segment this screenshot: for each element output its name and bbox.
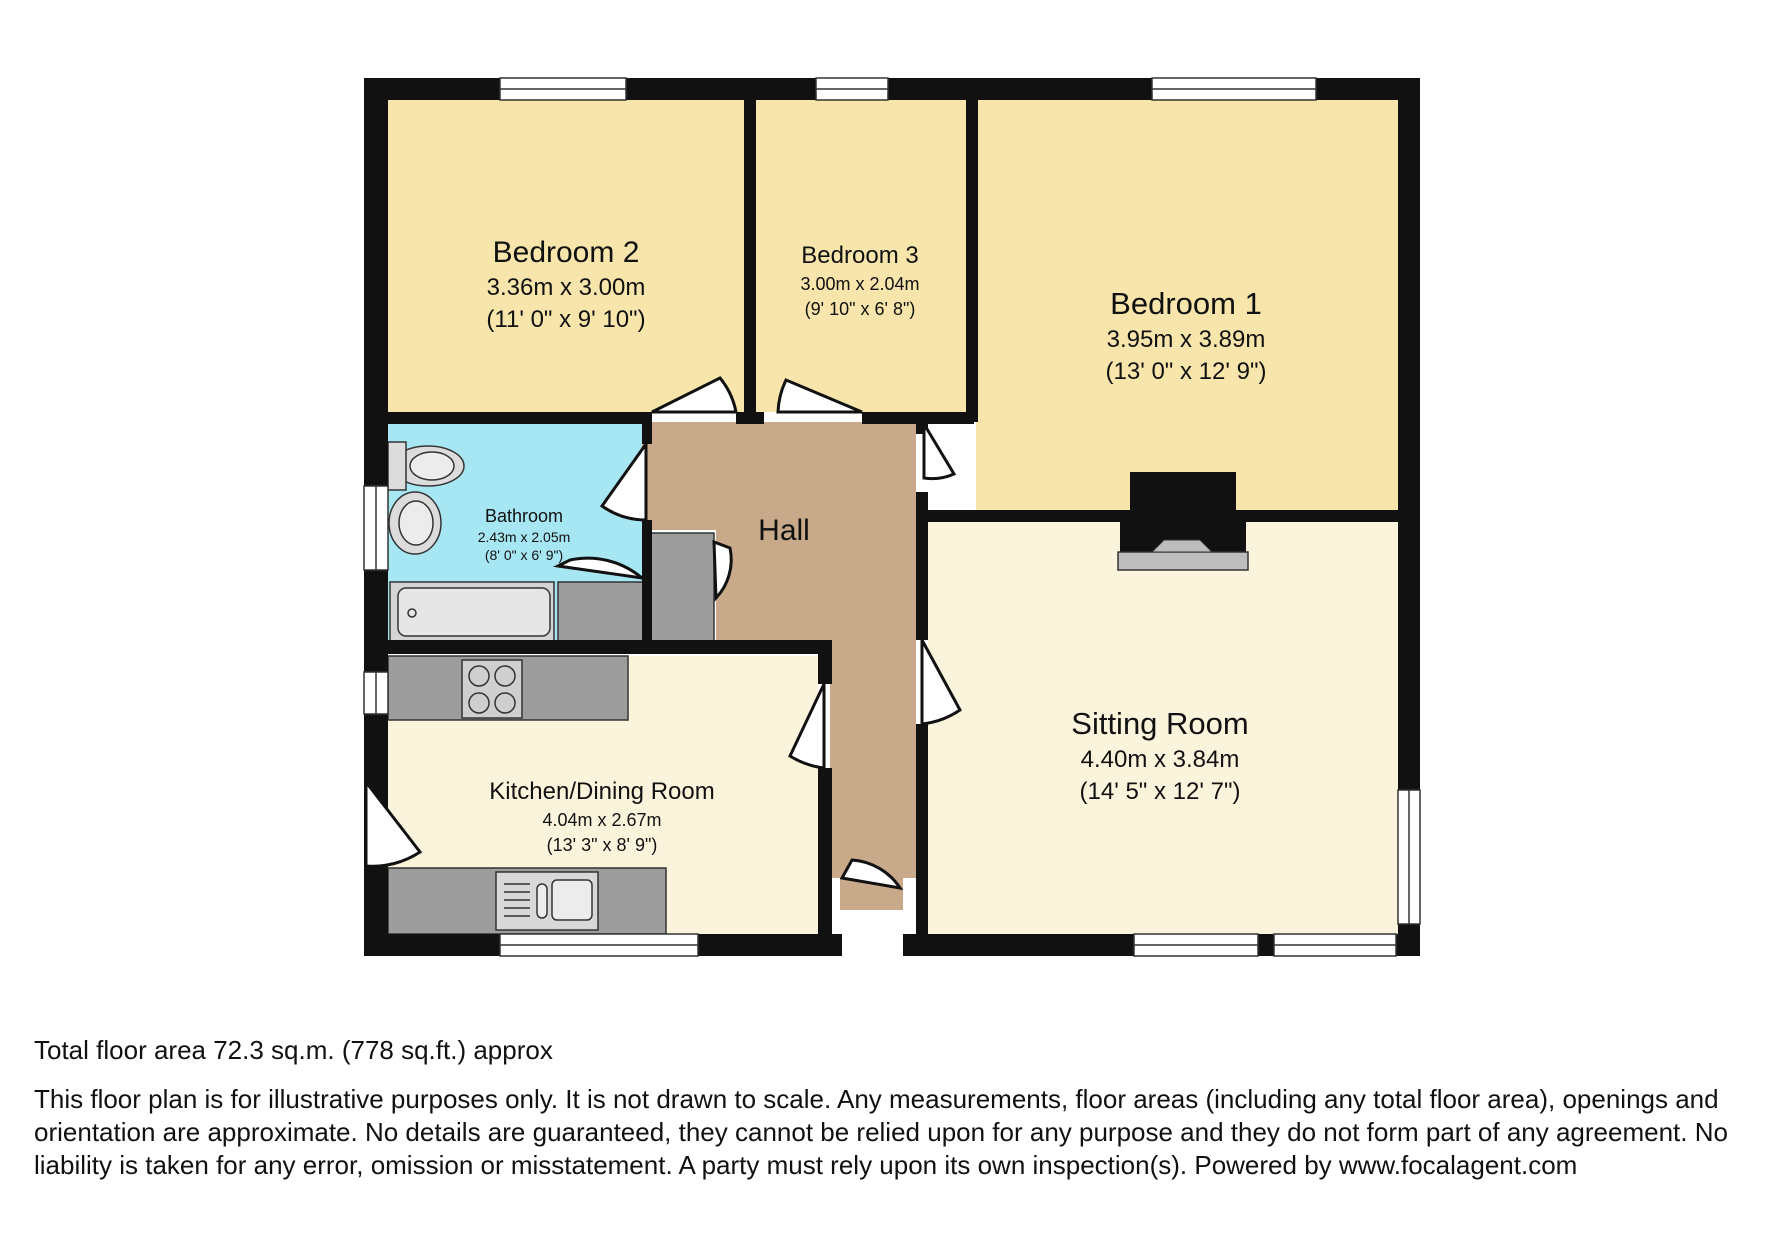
hall-name: Hall — [758, 514, 810, 547]
bedroom-2-metric: 3.36m x 3.00m — [486, 274, 646, 301]
door-bedroom-1 — [924, 424, 954, 479]
bedroom-3-name: Bedroom 3 — [801, 242, 919, 269]
kitchen-metric: 4.04m x 2.67m — [542, 810, 662, 830]
sitting-room-label — [1030, 706, 1290, 806]
sitting-room-name: Sitting Room — [1071, 706, 1249, 741]
sitting-room-imperial: (14' 5" x 12' 7") — [1079, 778, 1241, 805]
kitchen-imperial: (13' 3" x 8' 9") — [546, 835, 658, 855]
hall-label — [734, 514, 834, 548]
bedroom-1-imperial: (13' 0" x 12' 9") — [1105, 358, 1267, 385]
bathroom-name: Bathroom — [484, 506, 564, 526]
bathroom-metric: 2.43m x 2.05m — [477, 529, 571, 545]
bedroom-1-name: Bedroom 1 — [1110, 286, 1262, 321]
bedroom-2-label — [466, 236, 666, 334]
bathroom-imperial: (8' 0" x 6' 9") — [484, 547, 564, 563]
kitchen-label — [462, 778, 742, 856]
total-floor-area: Total floor area 72.3 sq.m. (778 sq.ft.) approx — [34, 1035, 553, 1065]
bedroom-3-label — [760, 242, 960, 320]
bedroom-2-imperial: (11' 0" x 9' 10") — [486, 306, 646, 333]
bedroom-2-name: Bedroom 2 — [492, 236, 640, 269]
bathroom-label — [444, 506, 604, 563]
disclaimer-text: This floor plan is for illustrative purposes only. It is not drawn to scale. Any measurements, floor areas (including any total floor area), openings and orientation are approximate. No details are guaranteed, they cannot be relied upon for any purpose and they do not form part of any agreement. No liability is taken for any error, omission or misstatement. A party must rely upon its own inspection(s). Powered by www.focalagent.com — [34, 1084, 1728, 1180]
bedroom-1-label — [1066, 286, 1306, 386]
kitchen-name: Kitchen/Dining Room — [489, 778, 715, 805]
bedroom-3-metric: 3.00m x 2.04m — [800, 274, 920, 294]
bedroom-1-metric: 3.95m x 3.89m — [1106, 326, 1266, 353]
bedroom-3-imperial: (9' 10" x 6' 8") — [804, 299, 916, 319]
sitting-room-metric: 4.40m x 3.84m — [1080, 746, 1240, 773]
